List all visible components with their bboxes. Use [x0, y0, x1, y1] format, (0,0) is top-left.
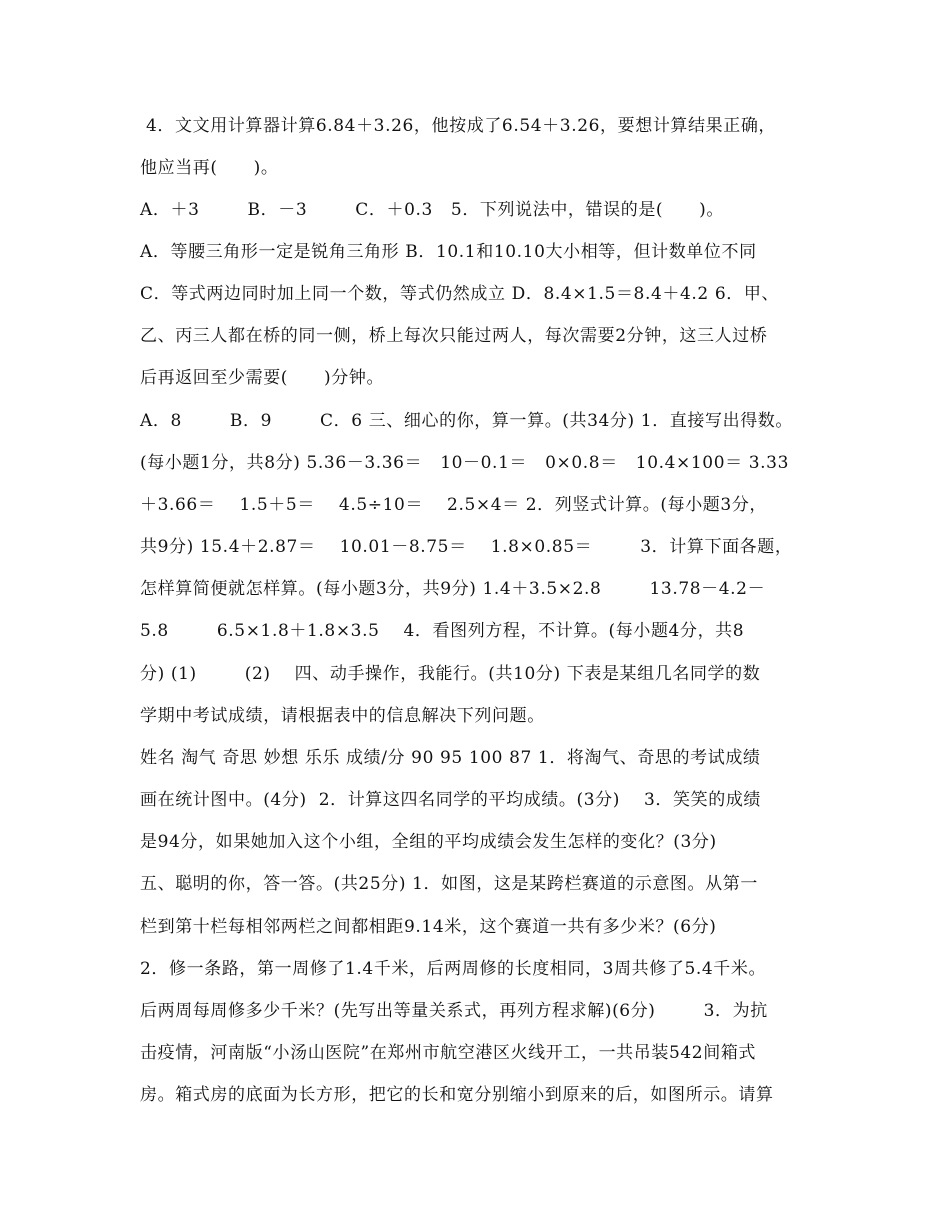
text-line: 姓名 淘气 奇思 妙想 乐乐 成绩/分 90 95 100 87 1．将淘气、奇思的考试成绩	[140, 748, 761, 768]
text-line: 五、聪明的你，答一答。(共25分) 1．如图，这是某跨栏赛道的示意图。从第一	[140, 874, 758, 894]
text-line: 学期中考试成绩，请根据表中的信息解决下列问题。	[140, 706, 545, 726]
text-line: 2．修一条路，第一周修了1.4千米，后两周修的长度相同，3周共修了5.4千米。	[140, 959, 767, 979]
text-line: A．等腰三角形一定是锐角三角形 B．10.1和10.10大小相等，但计数单位不同	[140, 242, 757, 262]
text-line: 后两周每周修多少千米？(先写出等量关系式，再列方程求解)(6分) 3．为抗	[140, 1001, 768, 1021]
text-line: 怎样算简便就怎样算。(每小题3分，共9分) 1.4＋3.5×2.8 13.78－4.2－	[140, 579, 766, 599]
text-line: 他应当再( )。	[140, 158, 279, 178]
text-line: 共9分) 15.4＋2.87＝ 10.01－8.75＝ 1.8×0.85＝ 3．计算下面各题，	[140, 537, 793, 557]
text-line: C．等式两边同时加上同一个数，等式仍然成立 D．8.4×1.5＝8.4＋4.2 6．甲、	[140, 284, 780, 304]
text-line: A．＋3 B．－3 C．＋0.3 5．下列说法中，错误的是( )。	[140, 200, 725, 220]
text-line: 分) (1) (2) 四、动手操作，我能行。(共10分) 下表是某组几名同学的数	[140, 664, 761, 684]
text-line: 击疫情，河南版“小汤山医院”在郑州市航空港区火线开工，一共吊装542间箱式	[140, 1043, 757, 1063]
text-line: 画在统计图中。(4分) 2．计算这四名同学的平均成绩。(3分) 3．笑笑的成绩	[140, 790, 762, 810]
text-line: 乙、丙三人都在桥的同一侧，桥上每次只能过两人，每次需要2分钟，这三人过桥	[140, 326, 768, 346]
text-line: 房。箱式房的底面为长方形，把它的长和宽分别缩小到原来的后，如图所示。请算	[140, 1085, 774, 1105]
text-line: 后再返回至少需要( )分钟。	[140, 368, 385, 388]
text-line: A．8 B．9 C．6 三、细心的你，算一算。(共34分) 1．直接写出得数。	[140, 411, 794, 431]
text-line: (每小题1分，共8分) 5.36－3.36＝ 10－0.1＝ 0×0.8＝ 10.4×100＝ 3.33	[140, 453, 789, 473]
text-line: 5.8 6.5×1.8＋1.8×3.5 4．看图列方程，不计算。(每小题4分，共8	[140, 621, 745, 641]
text-line: 4．文文用计算器计算6.84＋3.26，他按成了6.54＋3.26，要想计算结果正确，	[140, 116, 777, 136]
text-line: 是94分，如果她加入这个小组，全组的平均成绩会发生怎样的变化？(3分)	[140, 832, 717, 852]
text-line: 栏到第十栏每相邻两栏之间都相距9.14米，这个赛道一共有多少米？(6分)	[140, 917, 717, 937]
text-line: ＋3.66＝ 1.5＋5＝ 4.5÷10＝ 2.5×4＝ 2．列竖式计算。(每小题3分，	[140, 495, 768, 515]
